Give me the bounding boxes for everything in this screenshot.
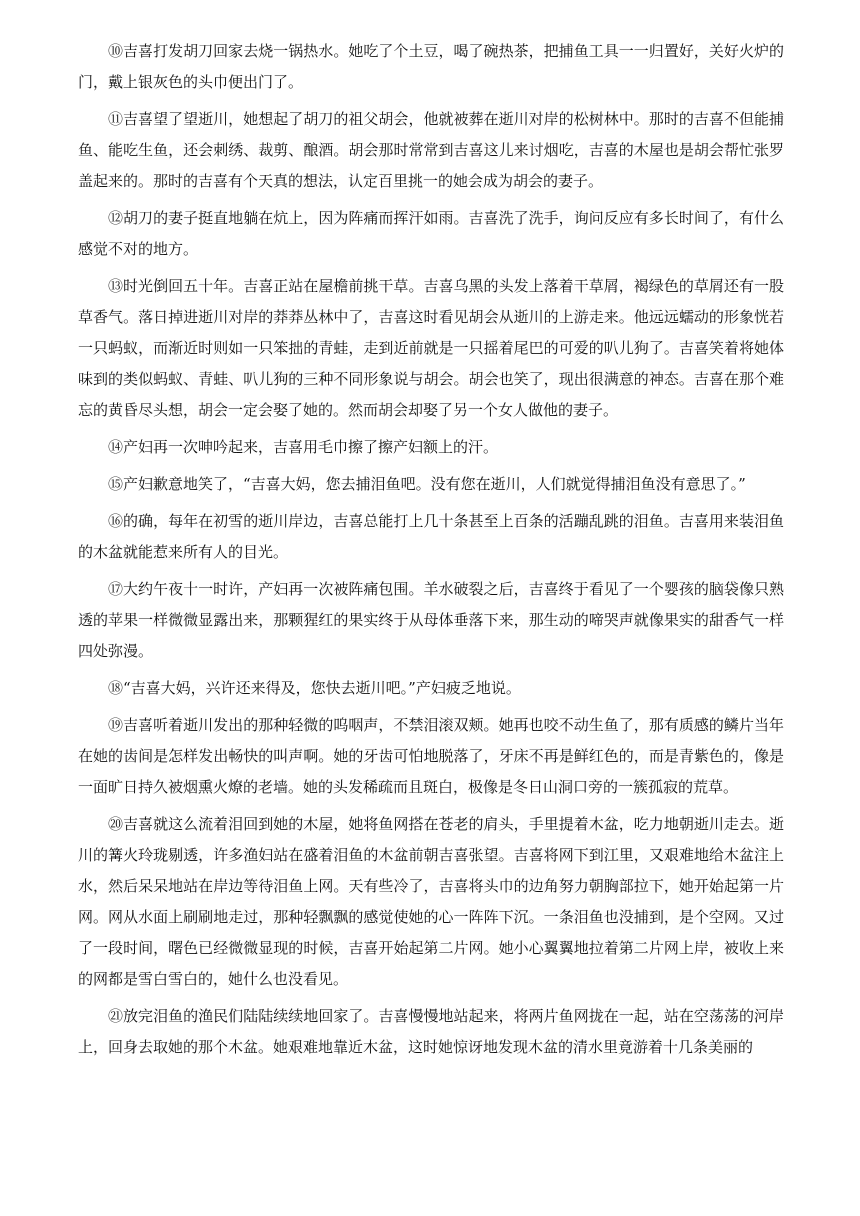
paragraph-15: ⑮产妇歉意地笑了，“吉喜大妈，您去捕泪鱼吧。没有您在逝川，人们就觉得捕泪鱼没有意思了。” <box>108 475 746 493</box>
paragraph-10: ⑩吉喜打发胡刀回家去烧一锅热水。她吃了个土豆，喝了碗热茶，把捕鱼工具一一归置好，关好火炉的门，戴上银灰色的头巾便出门了。 <box>78 42 784 91</box>
paragraph-16: ⑯的确，每年在初雪的逝川岸边，吉喜总能打上几十条甚至上百条的活蹦乱跳的泪鱼。吉喜用来装泪鱼的木盆就能惹来所有人的目光。 <box>78 512 784 561</box>
paragraph-21: ㉑放完泪鱼的渔民们陆陆续续地回家了。吉喜慢慢地站起来，将两片鱼网拢在一起，站在空荡荡的河岸上，回身去取她的那个木盆。她艰难地靠近木盆，这时她惊讶地发现木盆的清水里竟游着十几条美丽的 <box>78 1007 784 1056</box>
paragraph-14: ⑭产妇再一次呻吟起来，吉喜用毛巾擦了擦产妇额上的汗。 <box>108 438 499 456</box>
paragraph-17: ⑰大约午夜十一时许，产妇再一次被阵痛包围。羊水破裂之后，吉喜终于看见了一个婴孩的脑袋像只熟透的苹果一样微微显露出来，那颗猩红的果实终于从母体垂落下来，那生动的啼哭声就像果实的甜香气一样四处弥漫。 <box>78 580 784 660</box>
paragraph-20: ⑳吉喜就这么流着泪回到她的木屋，她将鱼网搭在苍老的肩头，手里提着木盆，吃力地朝逝川走去。逝川的篝火玲珑剔透，许多渔妇站在盛着泪鱼的木盆前朝吉喜张望。吉喜将网下到江里，又艰难地给木盆注上水，然后呆呆地站在岸边等待泪鱼上网。天有些冷了，吉喜将头巾的边角努力朝胸部拉下，她开始起第一片网。网从水面上刷刷地走过，那种轻飘飘的感觉使她的心一阵阵下沉。一条泪鱼也没捕到，是个空网。又过了一段时间，曙色已经微微显现的时候，吉喜开始起第二片网。她小心翼翼地拉着第二片网上岸，被收上来的网都是雪白雪白的，她什么也没看见。 <box>78 815 784 988</box>
paragraph-12: ⑫胡刀的妻子挺直地躺在炕上，因为阵痛而挥汗如雨。吉喜洗了洗手，询问反应有多长时间了，有什么感觉不对的地方。 <box>78 209 784 258</box>
paragraph-13: ⑬时光倒回五十年。吉喜正站在屋檐前挑干草。吉喜乌黑的头发上落着干草屑，褐绿色的草屑还有一股草香气。落日掉进逝川对岸的莽莽丛林中了，吉喜这时看见胡会从逝川的上游走来。他远远蠕动的形象恍若一只蚂蚁，而渐近时则如一只笨拙的青蛙，走到近前就是一只摇着尾巴的可爱的叭儿狗了。吉喜笑着将她体味到的类似蚂蚁、青蛙、叭儿狗的三种不同形象说与胡会。胡会也笑了，现出很满意的神态。吉喜在那个难忘的黄昏尽头想，胡会一定会娶了她的。然而胡会却娶了另一个女人做他的妻子。 <box>78 277 784 419</box>
paragraph-18: ⑱“吉喜大妈，兴许还来得及，您快去逝川吧。”产妇疲乏地说。 <box>108 679 521 697</box>
paragraph-19: ⑲吉喜听着逝川发出的那种轻微的呜咽声，不禁泪滚双颊。她再也咬不动生鱼了，那有质感的鳞片当年在她的齿间是怎样发出畅快的叫声啊。她的牙齿可怕地脱落了，牙床不再是鲜红色的，而是青紫色的，像是一面旷日持久被烟熏火燎的老墙。她的头发稀疏而且斑白，极像是冬日山洞口旁的一簇孤寂的荒草。 <box>78 716 784 796</box>
document-page <box>78 36 784 1069</box>
paragraph-11: ⑪吉喜望了望逝川，她想起了胡刀的祖父胡会，他就被葬在逝川对岸的松树林中。那时的吉喜不但能捕鱼、能吃生鱼，还会刺绣、裁剪、酿酒。胡会那时常常到吉喜这儿来讨烟吃，吉喜的木屋也是胡会帮忙张罗盖起来的。那时的吉喜有个天真的想法，认定百里挑一的她会成为胡会的妻子。 <box>78 110 784 190</box>
